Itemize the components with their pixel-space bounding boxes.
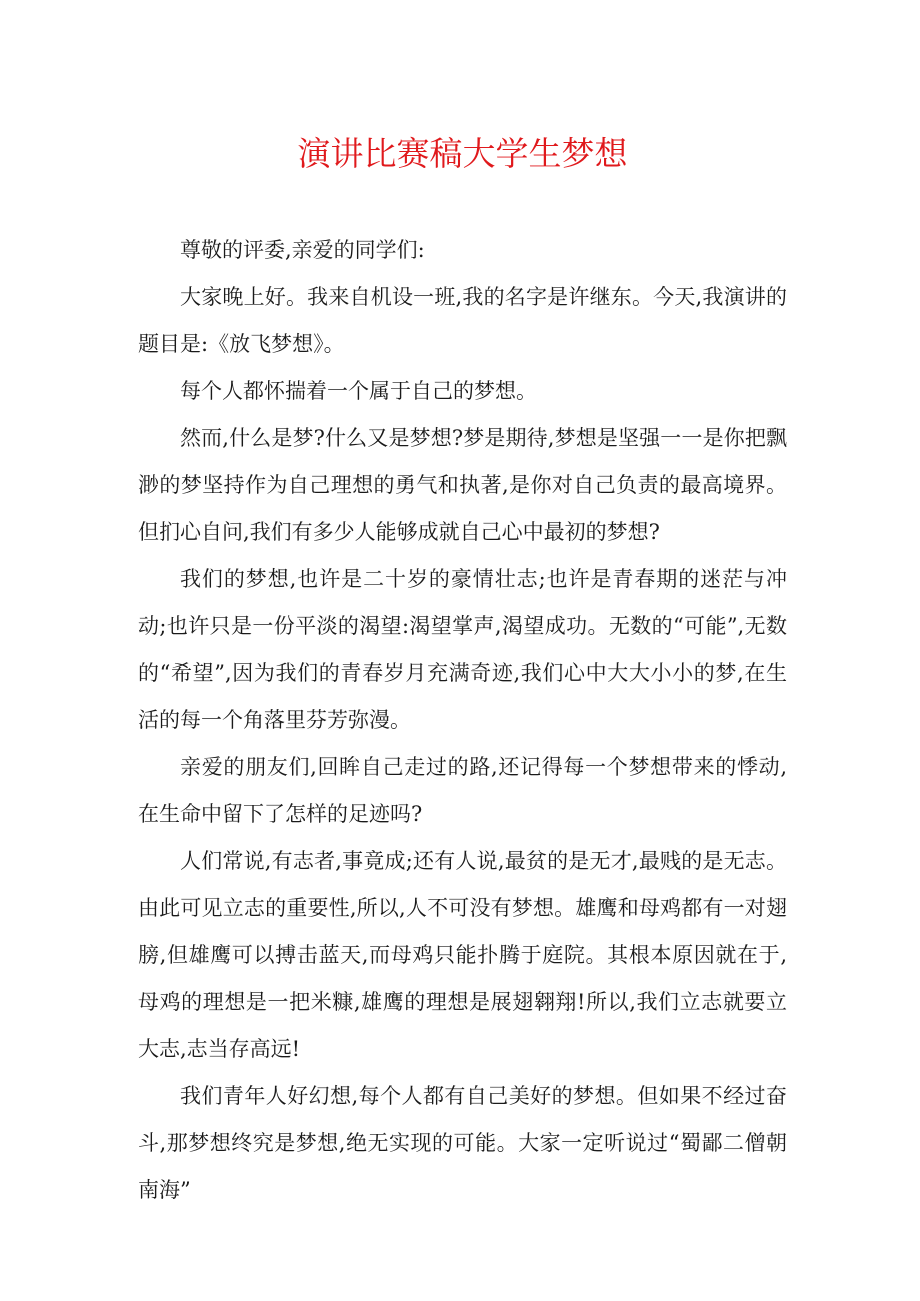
document-body	[138, 227, 787, 1214]
paragraph-ambition: 人们常说,有志者,事竟成;还有人说,最贫的是无才,最贱的是无志。由此可见立志的重要性,所以,人不可没有梦想。雄鹰和母鸡都有一对翅膀,但雄鹰可以搏击蓝天,而母鸡只能扑腾于庭院。其根本原因就在于,母鸡的理想是一把米糠,雄鹰的理想是展翅翱翔!所以,我们立志就要立大志,志当存高远!	[138, 849, 787, 1061]
document-title: 演讲比赛稿大学生梦想	[297, 134, 628, 173]
paragraph-friends: 亲爱的朋友们,回眸自己走过的路,还记得每一个梦想带来的悸动,在生命中留下了怎样的足迹吗?	[138, 755, 787, 826]
paragraph-what-is-dream: 然而,什么是梦?什么又是梦想?梦是期待,梦想是坚强一一是你把飘渺的梦坚持作为自己理想的勇气和执著,是你对自己负责的最高境界。但扪心自问,我们有多少人能够成就自己心中最初的梦想?	[138, 426, 787, 544]
paragraph-intro: 大家晚上好。我来自机设一班,我的名字是许继东。今天,我演讲的题目是:《放飞梦想》。	[138, 285, 787, 356]
paragraph-salutation: 尊敬的评委,亲爱的同学们:	[180, 238, 425, 262]
paragraph-our-dreams: 我们的梦想,也许是二十岁的豪情壮志;也许是青春期的迷茫与冲动;也许只是一份平淡的渴望:渴望掌声,渴望成功。无数的“可能”,无数的“希望”,因为我们的青春岁月充满奇迹,我们心中大大小小的梦,在生活的每一个角落里芬芳弥漫。	[138, 567, 787, 732]
paragraph-dream-statement: 每个人都怀揣着一个属于自己的梦想。	[180, 379, 537, 403]
paragraph-youth-fantasy: 我们青年人好幻想,每个人都有自己美好的梦想。但如果不经过奋斗,那梦想终究是梦想,绝无实现的可能。大家一定听说过“蜀鄙二僧朝南海”	[138, 1084, 787, 1202]
